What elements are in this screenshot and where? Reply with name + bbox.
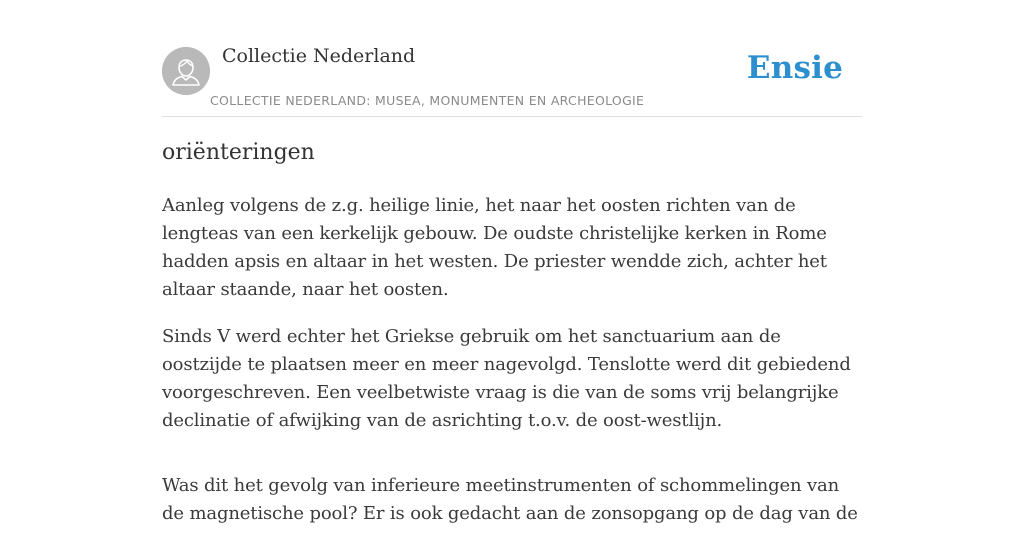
article-paragraph: Was dit het gevolg van inferieure meetinstrumenten of schommelingen van de magnetische pool? Er is ook gedacht aan de zonsopgang op de dag van de: [162, 475, 858, 524]
author-avatar[interactable]: [162, 47, 210, 95]
article-body: [162, 192, 862, 547]
article-paragraph: Sinds V werd echter het Griekse gebruik om het sanctuarium aan de oostzijde te plaatsen meer en meer nagevolgd. Tenslotte werd dit gebiedend voorgeschreven. Een veelbetwiste vraag is die van de soms vrij belangrijke declinatie of afwijking van de asrichting t.o.v. de oost-westlijn.: [162, 326, 851, 431]
brand-logo-link[interactable]: Ensie: [746, 50, 843, 86]
page-container: [162, 0, 862, 524]
article-header: [162, 0, 862, 117]
source-label: COLLECTIE NEDERLAND: MUSEA, MONUMENTEN EN ARCHEOLOGIE: [210, 93, 645, 108]
author-name-link[interactable]: Collectie Nederland: [222, 45, 416, 67]
article-paragraph: Aanleg volgens de z.g. heilige linie, het naar het oosten richten van de lengteas van een kerkelijk gebouw. De oudste christelijke kerken in Rome hadden apsis en altaar in het westen. De priester wendde zich, achter het altaar staande, naar het oosten.: [162, 195, 827, 300]
article-title: oriënteringen: [162, 140, 315, 165]
user-silhouette-icon: [162, 47, 210, 95]
